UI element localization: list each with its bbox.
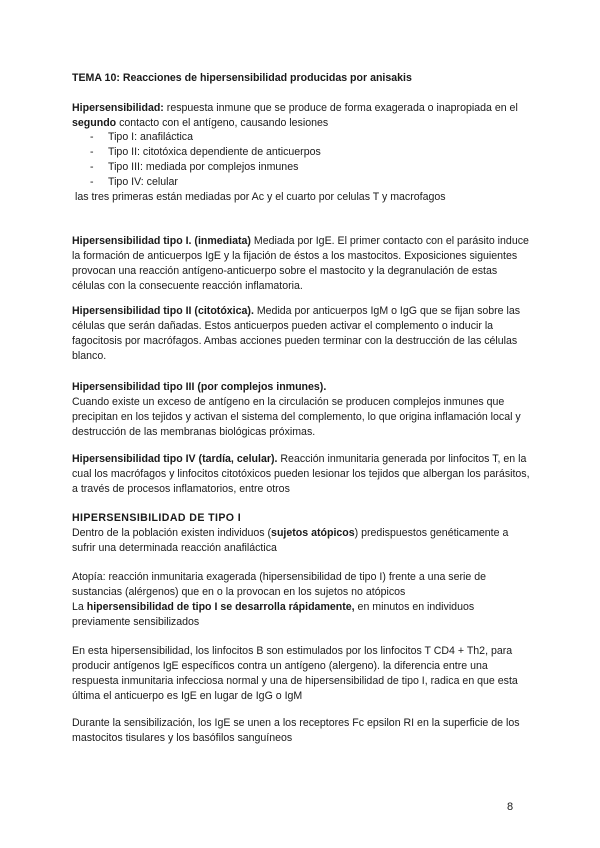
tipo2-text: Medida por anticuerpos IgM o IgG que se fijan sobre las células que serán dañadas. Estos anticuerpos pueden activar el complemento o inducir la fagocitosis por macrófagos. Ambas acciones pueden terminar con la destrucción de las células blanco. (72, 305, 521, 362)
tipo4-heading: Hipersensibilidad tipo IV (tardía, celular). (72, 453, 278, 465)
intro-term: Hipersensibilidad: (72, 102, 164, 114)
tipo1-text: Mediada por IgE. El primer contacto con el parásito induce la formación de anticuerpos IgE y la fijación de éstos a los mastocitos. Exposiciones siguientes provocan una reacción antígeno-anticuerpo sobre el mastocito y la degranulación de estas células con la consecuente reacción inflamatoria. (72, 235, 529, 292)
type-label: Tipo IV: celular (108, 176, 178, 188)
tipo1-paragraph (72, 234, 532, 294)
p2-text-b: en minutos en individuos previamente sensibilizados (72, 601, 475, 628)
tipo3-text: Cuando existe un exceso de antígeno en la circulación se producen complejos inmunes que precipitan en los tejidos y activan el sistema del complemento, lo que origina inflamación local y destrucción de las membranas biológicas próximas. (72, 396, 521, 438)
tipo2-heading: Hipersensibilidad tipo II (citotóxica). (72, 305, 254, 317)
p1-bold: sujetos atópicos (271, 527, 355, 539)
p2-bold: hipersensibilidad de tipo I se desarrolla rápidamente, (86, 601, 355, 613)
list-item: - Tipo III: mediada por complejos inmunes (90, 161, 299, 173)
hypersensitivity-types-list (90, 130, 321, 190)
list-item: - Tipo II: citotóxica dependiente de anticuerpos (90, 146, 321, 158)
list-item: - Tipo IV: celular (90, 176, 178, 188)
intro-bold: segundo (72, 117, 117, 129)
p1-text-b: ) predispuestos genéticamente a sufrir una determinada reacción anafiláctica (72, 527, 509, 554)
document-title: TEMA 10: Reacciones de hipersensibilidad producidas por anisakis (72, 72, 412, 84)
tipo4-paragraph (72, 452, 532, 497)
list-item: - Tipo I: anafiláctica (90, 131, 193, 143)
p2-line1: Atopía: reacción inmunitaria exagerada (hipersensibilidad de tipo I) frente a una serie de sustancias (alérgenos) que en o la provocan en los sujetos no atópicos (72, 571, 486, 598)
types-note: las tres primeras están mediadas por Ac y el cuarto por celulas T y macrofagos (75, 191, 446, 203)
page-number: 8 (507, 801, 514, 813)
tipo3-heading: Hipersensibilidad tipo III (por complejos inmunes). (72, 381, 327, 393)
type-label: Tipo III: mediada por complejos inmunes (108, 161, 299, 173)
tipo4-text: Reacción inmunitaria generada por linfocitos T, en la cual los macrófagos y linfocitos citotóxicos pueden lesionar los tejidos que albergan los parásitos, a través de procesos inflamatorios, entre otros (72, 453, 530, 495)
intro-text-2: contacto con el antígeno, causando lesiones (116, 117, 329, 129)
p2-text-a: La (72, 601, 87, 613)
tipo2-paragraph (72, 304, 532, 364)
intro-text-1: respuesta inmune que se produce de forma exagerada o inapropiada en el (163, 102, 518, 114)
section-paragraph-3: En esta hipersensibilidad, los linfocitos B son estimulados por los linfocitos T CD4 + Th2, para producir antígenos IgE específicos contra un antígeno (alergeno). la diferencia entre una respuesta inmunitaria infecciosa normal y una de hipersensibilidad de tipo I, radica en que esta última el anticuerpo es IgE en lugar de IgG o IgM (72, 645, 518, 702)
tipo3-paragraph (72, 380, 532, 440)
section-paragraph-2 (72, 570, 532, 630)
tipo1-heading: Hipersensibilidad tipo I. (inmediata) (72, 235, 251, 247)
p1-text-a: Dentro de la población existen individuos ( (72, 527, 272, 539)
section-paragraph-1 (72, 526, 532, 556)
section-paragraph-4: Durante la sensibilización, los IgE se unen a los receptores Fc epsilon RI en la superficie de los mastocitos tisulares y los basófilos sanguíneos (72, 717, 520, 744)
type-label: Tipo II: citotóxica dependiente de anticuerpos (108, 146, 321, 158)
section-heading: HIPERSENSIBILIDAD DE TIPO I (72, 512, 242, 524)
type-label: Tipo I: anafiláctica (108, 131, 193, 143)
intro-paragraph (72, 101, 532, 131)
